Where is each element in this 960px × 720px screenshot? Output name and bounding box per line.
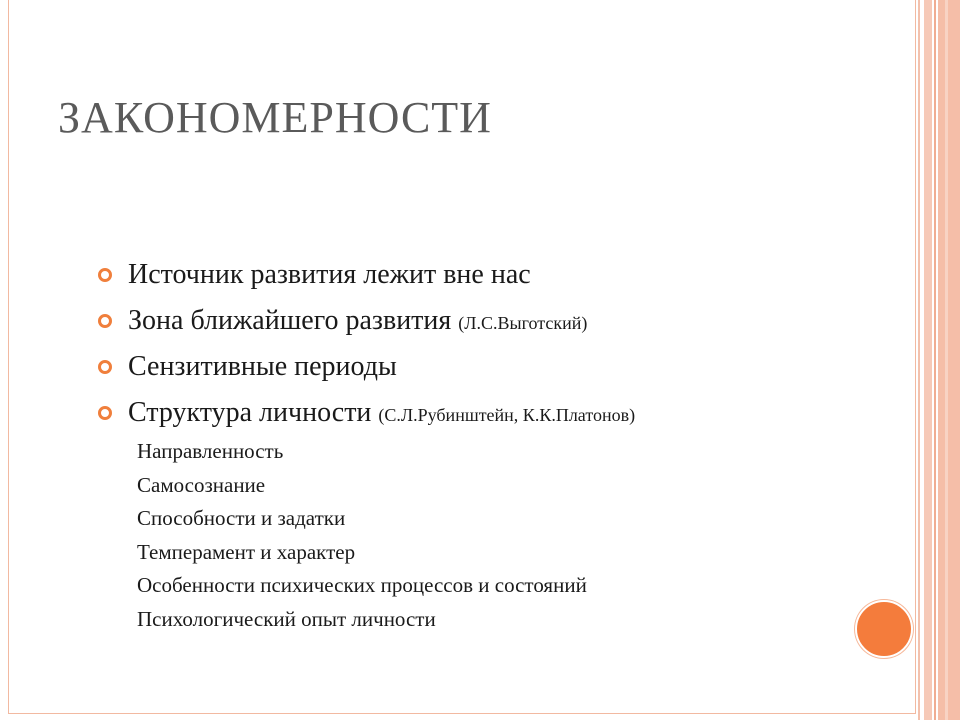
decor-stripe — [938, 0, 960, 720]
circle-bullet-icon — [98, 314, 112, 328]
decor-stripe — [918, 0, 920, 720]
bullet-reference: (Л.С.Выготский) — [458, 313, 588, 333]
decor-stripe — [934, 0, 936, 720]
bullet-text: Зона ближайшего развития — [128, 305, 452, 336]
sub-item: Направленность — [137, 439, 284, 463]
bullet-item — [98, 252, 635, 298]
slide-title: ЗАКОНОМЕРНОСТИ — [58, 93, 492, 142]
bullet-item — [98, 390, 635, 436]
circle-bullet-icon — [98, 406, 112, 420]
bullet-item — [98, 298, 635, 344]
sub-item: Темперамент и характер — [137, 539, 356, 564]
bullet-item — [98, 344, 635, 390]
circle-bullet-icon — [98, 360, 112, 374]
decor-circle — [855, 600, 913, 658]
circle-bullet-icon — [98, 268, 112, 282]
sub-item: Психологический опыт личности — [137, 606, 436, 631]
bullet-list — [98, 252, 635, 436]
sub-bullet-list — [137, 435, 587, 637]
decor-stripe — [924, 0, 932, 720]
decor-stripe — [945, 0, 948, 720]
sub-item: Самосознание — [137, 472, 266, 497]
bullet-reference: (С.Л.Рубинштейн, К.К.Платонов) — [378, 405, 636, 425]
bullet-text: Структура личности — [128, 397, 372, 428]
sub-item: Особенности психических процессов и состояний — [137, 573, 587, 598]
sub-item: Способности и задатки — [137, 506, 346, 531]
bullet-text: Источник развития лежит вне нас — [128, 259, 531, 290]
bullet-text: Сензитивные периоды — [128, 351, 397, 382]
